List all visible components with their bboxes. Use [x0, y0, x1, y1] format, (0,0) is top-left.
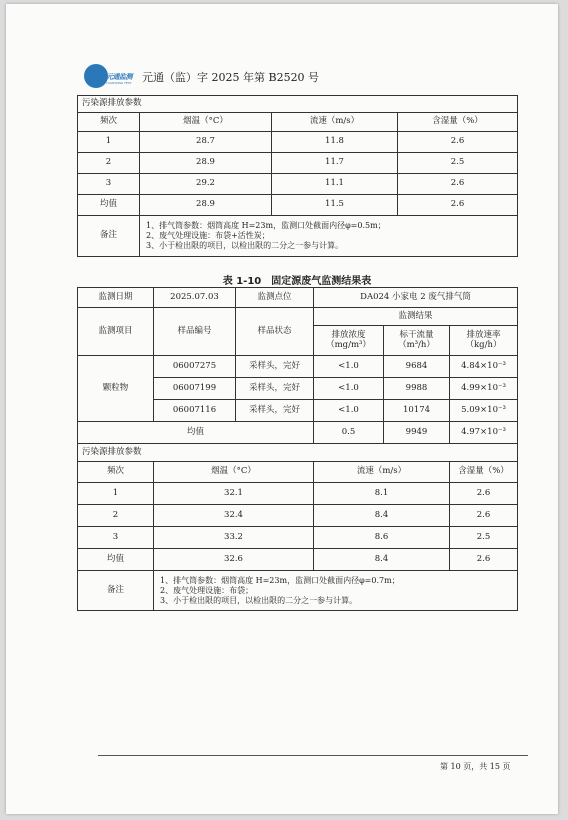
cell: 1	[78, 132, 140, 153]
cell: 11.5	[272, 195, 398, 216]
rate-unit: （kg/h）	[465, 339, 502, 350]
point-label: 监测点位	[236, 288, 314, 308]
table-row	[78, 422, 518, 444]
table-row	[78, 483, 518, 505]
table-title: 表 1-10 固定源废气监测结果表	[222, 276, 372, 287]
cell: 2	[78, 153, 140, 174]
cell: 5.09×10⁻³	[450, 400, 518, 422]
cell: 2.6	[398, 195, 518, 216]
cell: 均值	[78, 195, 140, 216]
cell: 10174	[384, 400, 450, 422]
cell: 均值	[78, 549, 154, 571]
result-label: 监测结果	[314, 308, 518, 326]
cell: 8.1	[314, 483, 450, 505]
table-row	[78, 527, 518, 549]
notes	[140, 216, 518, 257]
flow-unit: （m³/h）	[398, 339, 435, 350]
cell: 2.6	[450, 549, 518, 571]
note-line: 2、废气处理设施：布袋；	[160, 585, 254, 595]
cell: 3	[78, 527, 154, 549]
point-value: DA024 小家电 2 废气排气筒	[314, 288, 518, 308]
cell: 采样头，完好	[236, 400, 314, 422]
logo-text: 元通监测	[106, 73, 132, 81]
note-line: 1、排气筒参数：烟筒高度 H=23m，监测口处截面内径φ=0.5m；	[146, 221, 386, 230]
cell: 2.5	[450, 527, 518, 549]
report-header	[82, 62, 522, 90]
avg-label: 均值	[78, 422, 314, 444]
cell: 11.7	[272, 153, 398, 174]
sample-state-label: 样品状态	[236, 308, 314, 356]
table-row	[78, 356, 518, 378]
footer-divider	[98, 755, 528, 756]
cell: 11.1	[272, 174, 398, 195]
cell: 11.8	[272, 132, 398, 153]
cell: 1	[78, 483, 154, 505]
table-row	[78, 505, 518, 527]
cell: 4.84×10⁻³	[450, 356, 518, 378]
notes-label: 备注	[78, 216, 140, 257]
flow-header	[384, 326, 450, 356]
cell: 2.6	[398, 132, 518, 153]
cell: 0.5	[314, 422, 384, 444]
company-logo	[82, 62, 140, 90]
column-header: 烟温（°C）	[140, 113, 272, 132]
cell: 采样头，完好	[236, 378, 314, 400]
column-header: 烟温（°C）	[154, 462, 314, 483]
cell: 4.97×10⁻³	[450, 422, 518, 444]
item-name: 颗粒物	[78, 356, 154, 422]
section-title: 污染源排放参数	[78, 96, 518, 113]
column-header: 含湿量（%）	[450, 462, 518, 483]
emission-params-table-1	[77, 95, 518, 257]
cell: 采样头，完好	[236, 356, 314, 378]
date-value: 2025.07.03	[154, 288, 236, 308]
cell: 8.4	[314, 505, 450, 527]
cell: 28.7	[140, 132, 272, 153]
section-title: 污染源排放参数	[78, 444, 518, 462]
note-line: 1、排气筒参数：烟筒高度 H=23m，监测口处截面内径φ=0.7m；	[160, 575, 400, 585]
logo-subtext: YUANTONG TEST	[106, 81, 132, 85]
cell: 28.9	[140, 153, 272, 174]
cell: 2.6	[450, 483, 518, 505]
item-label: 监测项目	[78, 308, 154, 356]
note-line: 3、小于检出限的项目，以检出限的二分之一参与计算。	[160, 595, 358, 605]
cell: 32.6	[154, 549, 314, 571]
cell: 8.6	[314, 527, 450, 549]
notes	[154, 571, 518, 611]
rate-label: 排放速率	[466, 329, 501, 340]
cell: 32.1	[154, 483, 314, 505]
cell: 32.4	[154, 505, 314, 527]
column-header: 频次	[78, 462, 154, 483]
cell: 2.6	[450, 505, 518, 527]
conc-unit: （mg/m³）	[326, 339, 371, 350]
rate-header	[450, 326, 518, 356]
table-row	[78, 549, 518, 571]
column-header: 频次	[78, 113, 140, 132]
flow-label: 标干流量	[399, 329, 434, 340]
cell: 29.2	[140, 174, 272, 195]
table-row	[78, 195, 518, 216]
cell: 06007275	[154, 356, 236, 378]
column-header: 流速（m/s）	[272, 113, 398, 132]
fixed-source-results-table	[77, 287, 518, 611]
table-row	[78, 174, 518, 195]
cell: 33.2	[154, 527, 314, 549]
note-line: 3、小于检出限的项目，以检出限的二分之一参与计算。	[146, 241, 344, 250]
column-header: 含湿量（%）	[398, 113, 518, 132]
cell: 06007116	[154, 400, 236, 422]
conc-header	[314, 326, 384, 356]
cell: 06007199	[154, 378, 236, 400]
note-line: 2、废气处理设施：布袋+活性炭；	[146, 231, 270, 240]
table-row	[78, 153, 518, 174]
logo-emblem-icon	[84, 64, 108, 88]
cell: <1.0	[314, 356, 384, 378]
document-number: 元通（监）字 2025 年第 B2520 号	[142, 71, 320, 84]
cell: 4.99×10⁻³	[450, 378, 518, 400]
cell: 28.9	[140, 195, 272, 216]
cell: 2.6	[398, 174, 518, 195]
cell: 2.5	[398, 153, 518, 174]
cell: 9988	[384, 378, 450, 400]
date-label: 监测日期	[78, 288, 154, 308]
cell: 3	[78, 174, 140, 195]
cell: 2	[78, 505, 154, 527]
cell: <1.0	[314, 400, 384, 422]
column-header: 流速（m/s）	[314, 462, 450, 483]
conc-label: 排放浓度	[331, 329, 366, 340]
cell: 9684	[384, 356, 450, 378]
cell: 9949	[384, 422, 450, 444]
page-number: 第 10 页，共 15 页	[440, 762, 511, 771]
table-row	[78, 132, 518, 153]
sample-no-label: 样品编号	[154, 308, 236, 356]
cell: <1.0	[314, 378, 384, 400]
cell: 8.4	[314, 549, 450, 571]
notes-label: 备注	[78, 571, 154, 611]
